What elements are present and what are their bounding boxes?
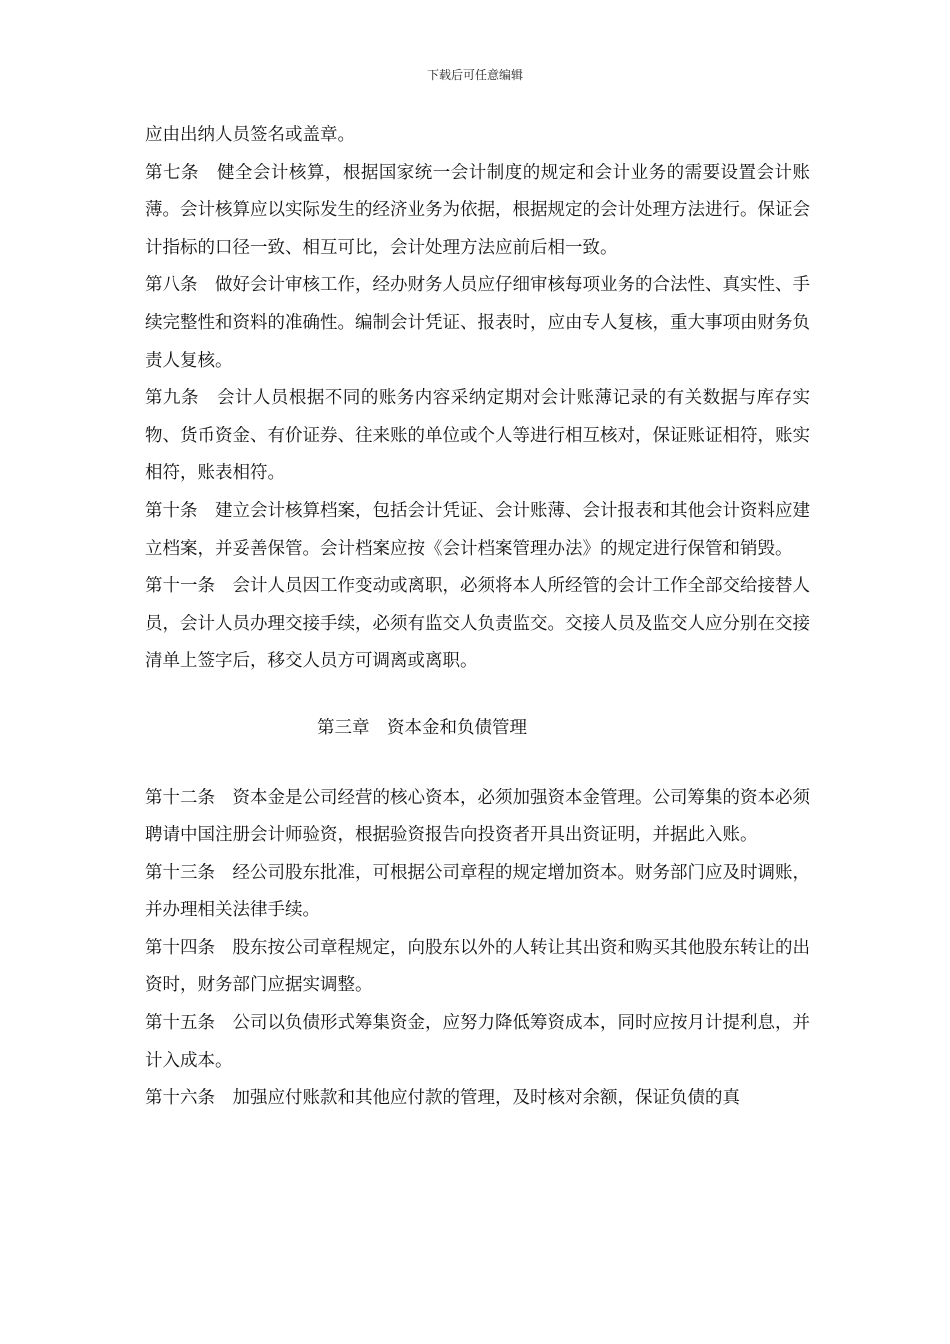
article-14: 第十四条 股东按公司章程规定，向股东以外的人转让其出资和购买其他股东转让的出资时，财务部门应据实调整。 — [145, 937, 810, 996]
article-8: 第八条 做好会计审核工作，经办财务人员应仔细审核每项业务的合法性、真实性、手续完整性和资料的准确性。编制会计凭证、报表时，应由专人复核，重大事项由财务负责人复核。 — [145, 275, 810, 371]
article-16: 第十六条 加强应付账款和其他应付款的管理，及时核对余额，保证负债的真 — [145, 1088, 740, 1109]
document-body — [145, 117, 810, 1118]
article-11: 第十一条 会计人员因工作变动或离职，必须将本人所经管的会计工作全部交给接替人员，会计人员办理交接手续，必须有监交人负责监交。交接人员及监交人应分别在交接清单上签字后，移交人员方可调离或离职。 — [145, 576, 810, 672]
paragraph: 应由出纳人员签名或盖章。 — [145, 125, 355, 145]
page-header: 下载后可任意编辑 — [426, 68, 523, 82]
article-7: 第七条 健全会计核算，根据国家统一会计制度的规定和会计业务的需要设置会计账薄。会计核算应以实际发生的经济业务为依据，根据规定的会计处理方法进行。保证会计指标的口径一致、相互可比，会计处理方法应前后相一致。 — [145, 162, 810, 258]
article-15: 第十五条 公司以负债形式筹集资金，应努力降低筹资成本，同时应按月计提利息，并计入成本。 — [145, 1013, 810, 1071]
article-12: 第十二条 资本金是公司经营的核心资本，必须加强资本金管理。公司筹集的资本必须聘请中国注册会计师验资，根据验资报告向投资者开具出资证明，并据此入账。 — [145, 787, 810, 846]
article-9: 第九条 会计人员根据不同的账务内容采纳定期对会计账薄记录的有关数据与库存实物、货币资金、有价证券、往来账的单位或个人等进行相互核对，保证账证相符，账实相符，账表相符。 — [145, 388, 810, 484]
article-13: 第十三条 经公司股东批准，可根据公司章程的规定增加资本。财务部门应及时调账，并办理相关法律手续。 — [145, 862, 810, 921]
chapter-heading: 第三章 资本金和负债管理 — [317, 717, 527, 738]
article-10: 第十条 建立会计核算档案，包括会计凭证、会计账薄、会计报表和其他会计资料应建立档案，并妥善保管。会计档案应按《会计档案管理办法》的规定进行保管和销毁。 — [145, 500, 810, 559]
